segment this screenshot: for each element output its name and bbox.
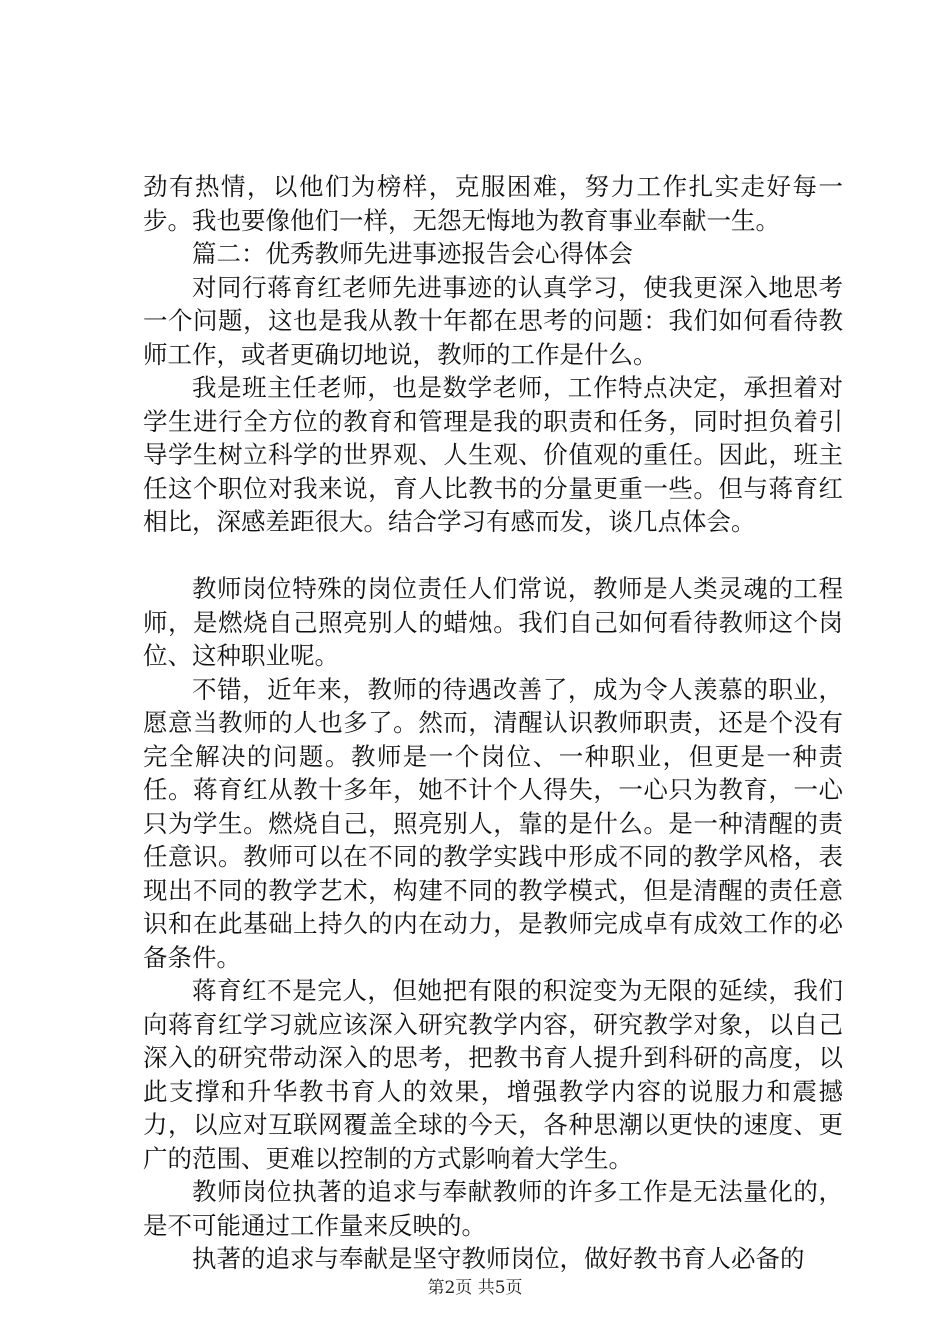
paragraph-gap (143, 539, 843, 573)
paragraph-intro: 对同行蒋育红老师先进事迹的认真学习，使我更深入地思考一个问题，这也是我从教十年都在思考的问题：我们如何看待教师工作，或者更确切地说，教师的工作是什么。 (143, 272, 843, 369)
paragraph-treatment: 不错，近年来，教师的待遇改善了，成为令人羡慕的职业，愿意当教师的人也多了。然而，清醒认识教师职责，还是个没有完全解决的问题。教师是一个岗位、一种职业，但更是一种责任。蒋育红从教十多年，她不计个人得失，一心只为教育，一心只为学生。燃烧自己，照亮别人，靠的是什么。是一种清醒的责任意识。教师可以在不同的教学实践中形成不同的教学风格，表现出不同的教学艺术，构建不同的教学模式，但是清醒的责任意识和在此基础上持久的内在动力，是教师完成卓有成效工作的必备条件。 (143, 674, 843, 972)
paragraph-responsibility: 教师岗位特殊的岗位责任人们常说，教师是人类灵魂的工程师，是燃烧自己照亮别人的蜡烛。我们自己如何看待教师这个岗位、这种职业呢。 (143, 574, 843, 670)
paragraph-role: 我是班主任老师，也是数学老师，工作特点决定，承担着对学生进行全方位的教育和管理是我的职责和任务，同时担负着引导学生树立科学的世界观、人生观、价值观的重任。因此，班主任这个职位对我来说，育人比教书的分量更重一些。但与蒋育红相比，深感差距很大。结合学习有感而发，谈几点体会。 (143, 373, 843, 536)
paragraph-continuation: 劲有热情，以他们为榜样，克服困难，努力工作扎实走好每一步。我也要像他们一样，无怨无悔地为教育事业奉献一生。 (143, 172, 843, 235)
paragraph-pursuit: 执著的追求与奉献是坚守教师岗位，做好教书育人必备的 (192, 1244, 805, 1273)
page-footer: 第2页 共5页 (427, 1278, 523, 1298)
paragraph-research: 蒋育红不是完人，但她把有限的积淀变为无限的延续，我们向蒋育红学习就应该深入研究教学内容，研究教学对象，以自己深入的研究带动深入的思考，把教书育人提升到科研的高度，以此支撑和升华教书育人的效果，增强教学内容的说服力和震撼力，以应对互联网覆盖全球的今天，各种思潮以更快的速度、更广的范围、更难以控制的方式影响着大学生。 (143, 976, 843, 1173)
body-text (143, 170, 843, 1276)
section-heading: 篇二：优秀教师先进事迹报告会心得体会 (192, 239, 633, 268)
paragraph-dedication: 教师岗位执著的追求与奉献教师的许多工作是无法量化的，是不可能通过工作量来反映的。 (143, 1177, 843, 1240)
